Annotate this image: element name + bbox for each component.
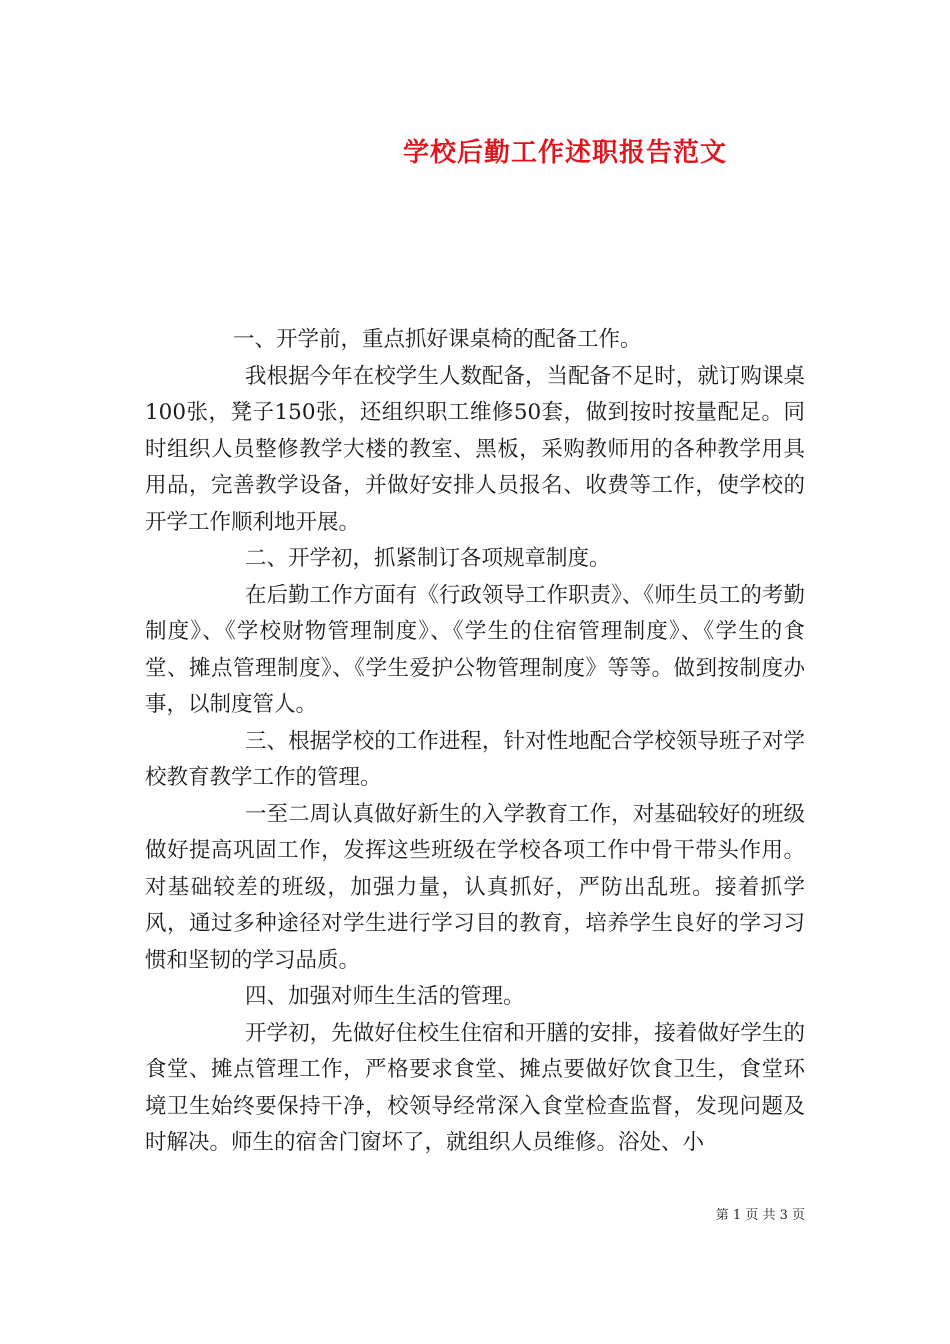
section-4-heading: 四、加强对师生生活的管理。 xyxy=(245,984,525,1009)
section-3-paragraph: 一至二周认真做好新生的入学教育工作，对基础较好的班级做好提高巩固工作，发挥这些班级在学校各项工作中骨干带头作用。对基础较差的班级，加强力量，认真抓好，严防出乱班。接着抓学风，通过多种途径对学生进行学习目的教育，培养学生良好的学习习惯和坚韧的学习品质。 xyxy=(145,801,805,973)
section-2-paragraph: 在后勤工作方面有《行政领导工作职责》、《师生员工的考勤制度》、《学校财物管理制度》、《学生的住宿管理制度》、《学生的食堂、摊点管理制度》、《学生爱护公物管理制度》等等。做到按制度办事，以制度管人。 xyxy=(145,582,805,717)
page-number-footer: 第 1 页 共 3 页 xyxy=(715,1208,805,1223)
section-3-heading: 三、根据学校的工作进程，针对性地配合学校领导班子对学校教育教学工作的管理。 xyxy=(145,728,805,790)
section-2-heading: 二、开学初，抓紧制订各项规章制度。 xyxy=(245,546,611,571)
section-1-heading: 一、开学前，重点抓好课桌椅的配备工作。 xyxy=(233,327,642,352)
section-1-paragraph: 我根据今年在校学生人数配备，当配备不足时，就订购课桌100张，凳子150张，还组织职工维修50套，做到按时按量配足。同时组织人员整修教学大楼的教室、黑板，采购教师用的各种教学用具用品，完善教学设备，并做好安排人员报名、收费等工作，使学校的开学工作顺利地开展。 xyxy=(145,363,805,535)
section-4-paragraph: 开学初，先做好住校生住宿和开膳的安排，接着做好学生的食堂、摊点管理工作，严格要求食堂、摊点要做好饮食卫生，食堂环境卫生始终要保持干净，校领导经常深入食堂检查监督，发现问题及时解决。师生的宿舍门窗坏了，就组织人员维修。浴处、小 xyxy=(145,1020,805,1155)
document-title: 学校后勤工作述职报告范文 xyxy=(402,138,727,168)
document-body xyxy=(145,322,805,1162)
